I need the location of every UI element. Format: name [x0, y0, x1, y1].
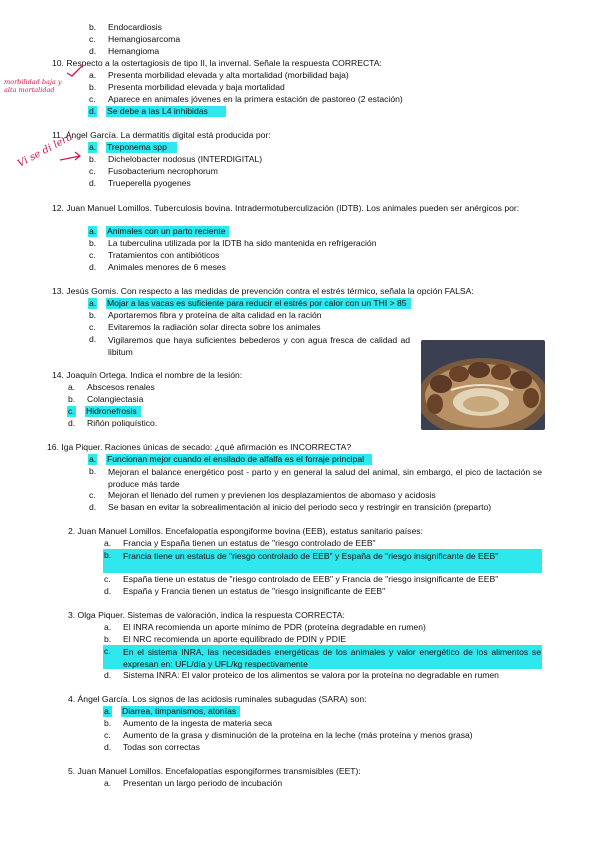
q11-option-a: Treponema spp	[106, 142, 177, 153]
q2-option-d-letter: d.	[104, 586, 112, 596]
q10-handwritten-note: morbilidad baja y alta mortalidad	[4, 78, 62, 94]
q16-option-d-letter: d.	[89, 502, 97, 512]
q4-stem: 4. Ángel García. Los signos de las acidosis ruminales subagudas (SARA) son:	[68, 694, 367, 704]
q5-option-a-letter: a.	[104, 778, 112, 788]
q14-option-b: Colangiectasia	[87, 394, 144, 404]
q10-option-c: Aparece en animales jóvenes en la primera estación de pastoreo (2 estación)	[108, 94, 403, 104]
q10-stem: 10. Respecto a la ostertagiosis de tipo II, la invernal. Señale la respuesta CORRECTA:	[52, 58, 382, 68]
q4-option-a-letter: a.	[104, 706, 112, 716]
q12-option-b: La tuberculina utilizada por la IDTB ha sido mantenida en refrigeración	[108, 238, 377, 248]
q12-option-d: Animales menores de 6 meses	[108, 262, 226, 272]
prev-option-b: Endocardiosis	[108, 22, 162, 32]
q13-option-c-letter: c.	[89, 322, 96, 332]
q2-option-b-letter: b.	[104, 550, 112, 560]
kidney-lesion-photo	[421, 340, 545, 430]
q2-option-b: Francia tiene un estatus de "riesgo controlado de EEB" y España de "riesgo insignificante de EEB"	[123, 551, 499, 561]
q12-stem: 12. Juan Manuel Lomillos. Tuberculosis bovina. Intradermotuberculización (IDTB). Los animales pueden ser anérgicos por:	[52, 203, 520, 213]
q12-option-a-letter: a.	[89, 226, 97, 236]
q11-option-a-letter: a.	[89, 142, 97, 152]
q4-option-a: Diarrea, timpanismos, atonías	[121, 706, 240, 717]
q3-option-c-letter: c.	[104, 646, 111, 656]
prev-option-d: Hemangioma	[108, 46, 160, 56]
q14-stem: 14. Joaquín Ortega. Indica el nombre de la lesión:	[52, 370, 243, 380]
q3-option-a: El INRA recomienda un aporte mínimo de PDR (proteína degradable en rumen)	[123, 622, 426, 632]
q3-option-a-letter: a.	[104, 622, 112, 632]
prev-option-c: Hemangiosarcoma	[108, 34, 181, 44]
q12-option-b-letter: b.	[89, 238, 97, 248]
prev-option-c-letter: c.	[89, 34, 96, 44]
q14-option-d-letter: d.	[68, 418, 76, 428]
q2-option-a-letter: a.	[104, 538, 112, 548]
q2-stem: 2. Juan Manuel Lomillos. Encefalopatía espongiforme bovina (EEB), estatus sanitario países:	[68, 526, 423, 536]
q10-option-b-letter: b.	[89, 82, 97, 92]
q12-option-d-letter: d.	[89, 262, 97, 272]
q12-option-c-letter: c.	[89, 250, 96, 260]
q16-option-b-letter: b.	[89, 466, 97, 476]
q11-option-c: Fusobacterium necrophorum	[108, 166, 218, 176]
q4-option-c: Aumento de la grasa y disminución de la proteína en la leche (más proteína y menos grasa)	[123, 730, 473, 740]
q14-option-b-letter: b.	[68, 394, 76, 404]
q16-option-c: Mejoran el llenado del rumen y previenen los desplazamientos de abomaso y acidosis	[108, 490, 436, 500]
q3-option-b-letter: b.	[104, 634, 112, 644]
q10-option-a: Presenta morbilidad elevada y alta mortalidad (morbilidad baja)	[108, 70, 349, 80]
q2-option-c: España tiene un estatus de "riesgo controlado de EEB" y Francia de "riesgo insignificante de EEB"	[123, 574, 499, 584]
q3-option-b: El NRC recomienda un aporte equilibrado de PDIN y PDIE	[123, 634, 347, 644]
q11-option-c-letter: c.	[89, 166, 96, 176]
q13-option-b-letter: b.	[89, 310, 97, 320]
q2-option-c-letter: c.	[104, 574, 111, 584]
q14-option-a-letter: a.	[68, 382, 76, 392]
prev-option-b-letter: b.	[89, 22, 97, 32]
prev-option-d-letter: d.	[89, 46, 97, 56]
q11-option-b: Dichelobacter nodosus (INTERDIGITAL)	[108, 154, 263, 164]
q14-option-c-letter: c.	[68, 406, 75, 416]
q10-option-c-letter: c.	[89, 94, 96, 104]
q14-option-d: Riñón poliquístico.	[87, 418, 158, 428]
q3-stem: 3. Olga Piquer. Sistemas de valoración, indica la respuesta CORRECTA:	[68, 610, 345, 620]
q10-option-b: Presenta morbilidad elevada y baja mortalidad	[108, 82, 285, 92]
q10-option-a-letter: a.	[89, 70, 97, 80]
q13-option-a-letter: a.	[89, 298, 97, 308]
q4-option-b-letter: b.	[104, 718, 112, 728]
q11-stem: 11. Ángel García. La dermatitis digital está producida por:	[52, 130, 271, 140]
q3-option-d: Sistema INRA: El valor proteico de los alimentos se valora por la proteína no degradable en rumen	[123, 670, 499, 680]
q2-option-a: Francia y España tienen un estatus de "riesgo controlado de EEB"	[123, 538, 376, 548]
q13-stem: 13. Jesús Gomis. Con respecto a las medidas de prevención contra el estrés térmico, señala la opción FALSA:	[52, 286, 474, 296]
q2-option-d: España y Francia tienen un estatus de "riesgo insignificante de EEB"	[123, 586, 386, 596]
q13-option-b: Aportaremos fibra y proteína de alta calidad en la ración	[108, 310, 322, 320]
q13-option-d: Vigilaremos que haya suficientes bebederos y con agua fresca de calidad ad libitum	[108, 335, 410, 357]
q16-option-a: Funcionan mejor cuando el ensilado de alfalfa es el forraje principal	[106, 454, 372, 465]
checkmark-icon	[64, 62, 86, 78]
q11-option-d: Trueperella pyogenes	[108, 178, 191, 188]
q16-option-c-letter: c.	[89, 490, 96, 500]
q10-option-d: Se debe a las L4 inhibidas	[106, 106, 226, 117]
q4-option-d-letter: d.	[104, 742, 112, 752]
q4-option-c-letter: c.	[104, 730, 111, 740]
q14-option-a: Abscesos renales	[87, 382, 155, 392]
q16-stem: 16. Iga Piquer. Raciones únicas de secado: ¿qué afirmación es INCORRECTA?	[47, 442, 352, 452]
q4-option-d: Todas son correctas	[123, 742, 200, 752]
q11-option-d-letter: d.	[89, 178, 97, 188]
q5-stem: 5. Juan Manuel Lomillos. Encefalopatías espongiformes transmisibles (EET):	[68, 766, 361, 776]
q13-option-d-letter: d.	[89, 334, 97, 344]
q12-option-c: Tratamientos con antibióticos	[108, 250, 220, 260]
q13-option-c: Evitaremos la radiación solar directa sobre los animales	[108, 322, 321, 332]
q3-option-d-letter: d.	[104, 670, 112, 680]
q4-option-b: Aumento de la ingesta de materia seca	[123, 718, 273, 728]
q14-option-c: Hidronefrosis	[85, 406, 141, 417]
arrow-right-icon	[58, 150, 84, 164]
q5-option-a: Presentan un largo periodo de incubación	[123, 778, 283, 788]
q11-handwritten-note: Vi se di lera	[16, 131, 75, 170]
q11-option-b-letter: b.	[89, 154, 97, 164]
q13-option-a: Mojar a las vacas es suficiente para reducir el estrés por calor con un THI > 85	[106, 298, 411, 309]
q10-option-d-letter: d.	[89, 106, 97, 116]
q3-option-c: En el sistema INRA, las necesidades energéticas de los animales y valor energético de los alimentos se expresan en: UFL/día y UFL/kg respectivamente	[123, 647, 541, 669]
q16-option-a-letter: a.	[89, 454, 97, 464]
q16-option-b: Mejoran el balance energético post - parto y en general la salud del animal, sin embargo, el pico de lactación se produce más tarde	[108, 467, 542, 489]
q16-option-d: Se basan en evitar la sobrealimentación al inicio del periodo seco y restringir en transición (preparto)	[108, 502, 492, 512]
q12-option-a: Animales con un parto reciente	[106, 226, 229, 237]
